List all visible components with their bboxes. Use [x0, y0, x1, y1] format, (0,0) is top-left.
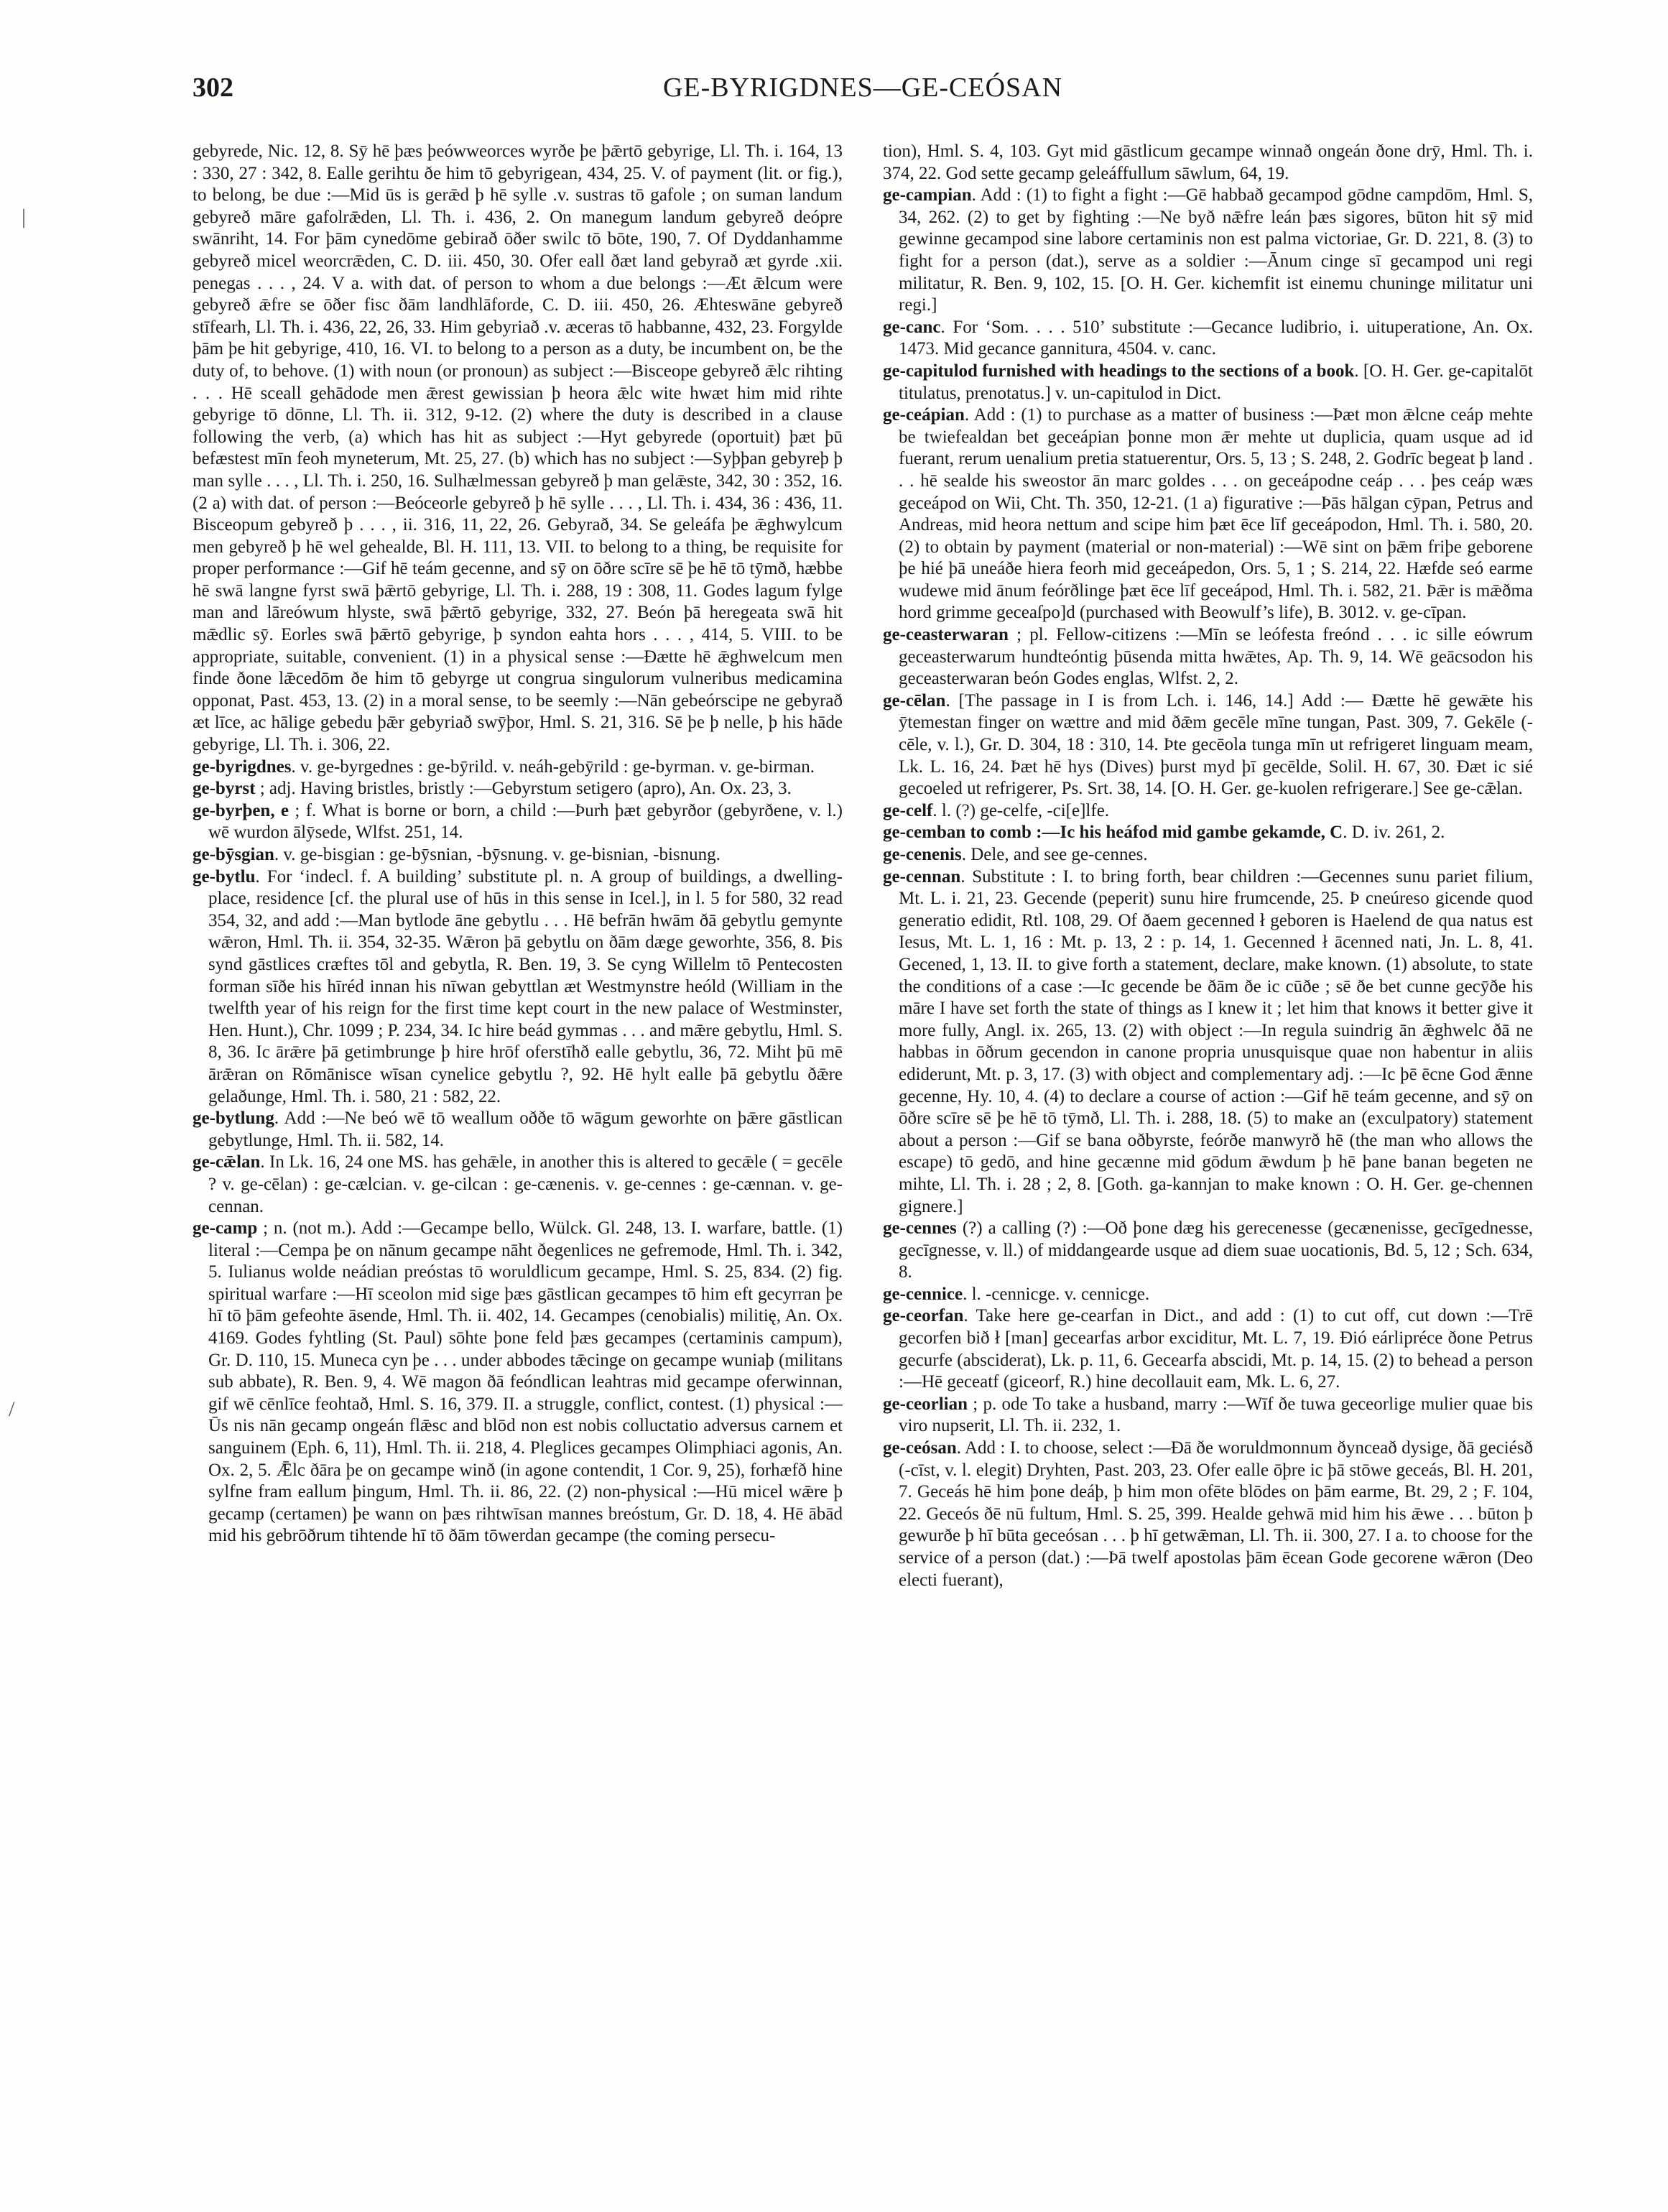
- entry-ge-capitulod: ge-capitulod furnished with headings to the sections of a book. [O. H. Ger. ge-capitalōt titulatus, prenotatus.] v. un-capitulod in Dict.: [883, 361, 1533, 403]
- entry-ge-cennes: ge-cennes (?) a calling (?) :—Oð þone dæg his gerecenesse (gecænenisse, gecīgednesse, gecīgnesse, v. ll.) of middangearde usque ad diem suae uocationis, Bd. 5, 12 ; Sch. 634, 8.: [883, 1218, 1533, 1282]
- right-column: [883, 141, 1533, 2167]
- headword: ge-capitulod furnished with headings to the sections of a book: [883, 361, 1355, 381]
- page-header: [193, 72, 1533, 115]
- margin-mark-slash: /: [9, 1397, 15, 1421]
- entry-ge-camp: ge-camp ; n. (not m.). Add :—Gecampe bello, Wülck. Gl. 248, 13. I. warfare, battle. (1) literal :—Cempa þe on nānum gecampe nāht ðegenlices ne gefremode, Hml. Th. i. 342, 5. Iulianus wolde neádian preóstas tō woruldlicum gecampe, Hml. S. 25, 834. (2) fig. spiritual warfare :—Hī sceolon mid sige þæs gāstlican gecampes tō him eft gecyrran þe hī tō þām gefeohte āsende, Hml. Th. ii. 402, 14. Gecampes (cenobialis) militię, An. Ox. 4169. Godes fyhtling (St. Paul) sōhte þone feld þæs gecampes (certaminis campum), Gr. D. 110, 15. Muneca cyn þe . . . under abbodes tǣcinge on gecampe wuniaþ (militans sub abbate), R. Ben. 9, 4. Wē magon ðā feóndlican leahtras mid gecampe oferwinnan, gif wē cēnlīce feohtað, Hml. S. 16, 379. II. a struggle, conflict, contest. (1) physical :—Ūs nis nān gecamp ongeán flǣsc and blōd non est nobis colluctatio adversus carnem et sanguinem (Eph. 6, 11), Hml. Th. ii. 218, 4. Pleglices gecampes Olimphiaci agonis, An. Ox. 2, 5. Ǣlc ðāra þe on gecampe winð (in agone contendit, 1 Cor. 9, 25), forhæfð hine sylfne fram eallum þingum, Hml. Th. ii. 86, 22. (2) non-physical :—Hū micel wǣre þ gecamp (certamen) þe wann on þæs rihtwīsan mannes breóstum, Gr. D. 18, 4. Hē ābād mid his gebrōðrum tihtende hī tō ðām tōwerdan gecampe (the coming persecu-: [193, 1218, 843, 1546]
- headword: ge-campian: [883, 185, 972, 205]
- margin-mark-bar: |: [22, 205, 27, 228]
- entry-ge-byrst: ge-byrst ; adj. Having bristles, bristly :—Gebyrstum setigero (apro), An. Ox. 23, 3.: [193, 779, 792, 799]
- headword: ge-celf: [883, 800, 933, 820]
- entry-ge-bysgian: ge-bȳsgian. v. ge-bisgian : ge-bȳsnian, -bȳsnung. v. ge-bisnian, -bisnung.: [193, 845, 721, 864]
- headword: ge-cennan: [883, 866, 961, 887]
- entry-continuation: tion), Hml. S. 4, 103. Gyt mid gāstlicum gecampe winnað ongeán ðone drȳ, Hml. Th. i. 374, 22. God sette gecamp geleáffullum sāwlum, 64, 19.: [883, 142, 1533, 183]
- entry-ge-bytlung: ge-bytlung. Add :—Ne beó wē tō weallum oððe tō wāgum geworhte on þǣre gāstlican gebytlunge, Hml. Th. ii. 582, 14.: [193, 1109, 843, 1150]
- headword: ge-camp: [193, 1218, 264, 1239]
- headword: ge-cemban to comb :—Ic his heáfod mid gambe gekamde, C: [883, 823, 1343, 843]
- headword: ge-ceápian: [883, 405, 965, 425]
- left-column: [193, 141, 843, 2167]
- running-head: GE-BYRIGDNES—GE-CEÓSAN: [662, 73, 1063, 103]
- entry-ge-cennice: ge-cennice. l. -cennicge. v. cennicge.: [883, 1284, 1150, 1304]
- entry-ge-celf: ge-celf. l. (?) ge-celfe, -ci[e]lfe.: [883, 800, 1110, 820]
- headword: ge-bȳsgian: [193, 845, 274, 864]
- entry-ge-cennan: ge-cennan. Substitute : I. to bring forth, bear children :—Gecennes sunu pariet filium, Mt. L. i. 21, 23. Gecende (peperit) sunu hire frumcende, 25. Þ cneúreso gicende quod generatio edidit, Rtl. 108, 29. Of ðaem gecenned ł geboren is Haelend de qua natus est Iesus, Mt. L. 1, 16 : Mt. p. 13, 2 : p. 14, 1. Gecenned ł ācenned nati, Jn. L. 8, 41. Gecened, 1, 13. II. to give forth a statement, declare, make known. (1) absolute, to state the conditions of a case :—Ic gecende be ðām ðe ic cūðe ; sē ðe bet cunne gecȳðe his māre I have set forth the state of things as I knew it ; let him that knows it better give it more fully, Angl. ix. 265, 13. (2) with object :—In regula suindrig ān ǣghwelc ðā ne habbas in ōðrum gecendon in canone propria unusquisque quae non habentur in aliis ediderunt, Mt. p. 3, 17. (3) with object and complementary adj. :—Ic þē ēcne God ǣnne gecenne, Hy. 10, 4. (4) to declare a course of action :—Gif hē teám gecenne, and sȳ on ōðre scīre sē þe hē tō tȳmð, Ll. Th. i. 288, 18. (5) to make an (exculpatory) statement about a person :—Gif se bana oðbyrste, feórðe manwyrð hē (the man who allows the escape) tō gedō, and hine gecænne mid gōdum ǣwdum þ hē þane banan begeten ne mihte, Ll. Th. i. 28 ; 2, 8. [Goth. ga-kannjan to make known : O. H. Ger. ge-chennen gignere.]: [883, 866, 1533, 1216]
- headword: ge-byrþen, e: [193, 800, 295, 820]
- entry-ge-ceapian: ge-ceápian. Add : (1) to purchase as a matter of business :—Þæt mon ǣlcne ceáp mehte be twiefealdan bet geceápian þonne mon ǣr mehte ut duplicia, quam usque ad id fuerant, rerum uenalium pretia statuerentur, Ors. 5, 13 ; S. 248, 2. Godrīc begeat þ land . . . hē sealde his sweostor ān marc goldes . . . on geceápodne ceáp . . . þes ceáp wæs geceápod on Wii, Cht. Th. 350, 12-21. (1 a) figurative :—Þās hālgan cȳpan, Petrus and Andreas, mid heora nettum and scipe him þæt ēce līf geceápodon, Hml. Th. i. 580, 20. (2) to obtain by payment (material or non-material) :—Wē sint on þǣm friþe geborene þe hié þā uneáðe hiera feorh mid geceápedon, Ors. 5, 1 ; S. 214, 22. Hæfde seó earme wudewe mid ānum feórðlinge þæt ēce līf geceápod, Hml. Th. i. 582, 21. Þǣr is mǣðma hord grimme geceaſpo]d (purchased with Beowulf’s life), B. 3012. v. ge-cīpan.: [883, 405, 1533, 623]
- headword: ge-cǣlan: [193, 1152, 261, 1172]
- headword: ge-ceasterwaran: [883, 625, 1017, 645]
- headword: ge-ceorlian: [883, 1394, 973, 1414]
- entry-ge-ceosan: ge-ceósan. Add : I. to choose, select :—Ðā ðe woruldmonnum ðynceað dysige, ðā geciésð (-cīst, v. l. elegit) Dryhten, Past. 203, 23. Ofer ealle ōþre ic þā stōwe geceás, Bl. H. 201, 7. Geceás hē him þone deáþ, þ him mon ofēte blōdes on þām earme, Bt. 29, 2 ; F. 104, 22. Geceós ðē nū fultum, Hml. S. 25, 399. Healde gehwā mid him his ǣwe . . . būton þ gewurðe þ hī būta geceósan . . . þ hī getwǣman, Ll. Th. ii. 300, 27. I a. to choose for the service of a person (dat.) :—Þā twelf apostolas þām ēcean Gode gecorene wǣron (Deo electi fuerant),: [883, 1438, 1533, 1590]
- headword: ge-byrigdnes: [193, 756, 292, 777]
- headword: ge-byrst: [193, 779, 260, 799]
- headword: ge-canc: [883, 317, 941, 337]
- headword: ge-cennice: [883, 1284, 963, 1304]
- headword: ge-cēlan: [883, 690, 946, 711]
- headword: ge-cennes: [883, 1218, 963, 1239]
- entry-ge-bytlu: ge-bytlu. For ‘indecl. f. A building’ substitute pl. n. A group of buildings, a dwelling-place, residence [cf. the plural use of hūs in this sense in Icel.], in l. 5 for 580, 32 read 354, 32, and add :—Man bytlode āne gebytlu . . . Hē befrān hwām ðā gebytlu gemynte wǣron, Hml. Th. ii. 354, 32-35. Wǣron þā gebytlu on ðām dæge geworhte, 356, 8. Þis synd gāstlices cræftes tōl and gebytla, R. Ben. 19, 3. Se cyng Willelm tō Pentecosten forman sīðe his hīréd innan his nīwan gebyttlan æt Westmynstre heóld (William in the twelfth year of his reign for the first time kept court in the new palace of Westminster, Hen. Hunt.), Chr. 1099 ; P. 234, 34. Ic hire beád gymmas . . . and mǣre gebytlu, Hml. S. 8, 36. Ic ārǣre þā getimbrunge þ hire hrōf oferstīhð ealle gebytlu, 36, 72. Miht þū mē ārǣran on Rōmānisce wīsan cynelice gebytlu ?, 92. Hē hylt ealle þā gebytlu ðǣre gelaðunge, Hml. Th. i. 580, 21 : 582, 22.: [193, 866, 843, 1106]
- entry-ge-byrthen: ge-byrþen, e ; f. What is borne or born, a child :—Þurh þæt gebyrðor (gebyrðene, v. l.) wē wurdon ālȳsede, Wlfst. 251, 14.: [193, 800, 843, 843]
- entry-ge-cenenis: ge-cenenis. Dele, and see ge-cennes.: [883, 845, 1148, 864]
- entry-ge-celan: ge-cēlan. [The passage in I is from Lch. i. 146, 14.] Add :— Ðætte hē gewǣte his ȳtemestan finger on wættre and mid ðǣm gecēle mīne tungan, Past. 309, 7. Gekēle (-cēle, v. l.), Gr. D. 304, 18 : 310, 14. Þte gecēola tunga mīn ut refrigeret linguam meam, Lk. L. 16, 24. Þæt hē hys (Dives) þurst myd þī gecēlde, Solil. H. 67, 30. Ðæt ic sié gecoeled ut refrigerer, Ps. Srt. 38, 14. [O. H. Ger. ge-kuolen refrigerare.] See ge-cǣlan.: [883, 690, 1533, 799]
- headword: ge-bytlung: [193, 1109, 274, 1129]
- headword: ge-cenenis: [883, 845, 962, 864]
- entry-ge-ceorfan: ge-ceorfan. Take here ge-cearfan in Dict., and add : (1) to cut off, cut down :—Trē gecorfen bið ł [man] gecearfas arbor exciditur, Mt. L. 7, 19. Ðió eárlipréce ðone Petrus gecurfe (absciderat), Lk. p. 11, 6. Gecearfa abscidi, Mt. p. 14, 15. (2) to behead a person :—Hē geceatf (giceorf, R.) hine decollauit eam, Mk. L. 6, 27.: [883, 1306, 1533, 1392]
- entry-ge-caelan: ge-cǣlan. In Lk. 16, 24 one MS. has gehǣle, in another this is altered to gecǣle ( = gecēle ? v. ge-cēlan) : ge-cælcian. v. ge-cilcan : ge-cænenis. v. ge-cennes : ge-cænnan. v. ge-cennan.: [193, 1152, 843, 1216]
- page-number: 302: [193, 73, 233, 103]
- entry-continuation: gebyrede, Nic. 12, 8. Sȳ hē þæs þeówweorces wyrðe þe þǣrtō gebyrige, Ll. Th. i. 164, 13 : 330, 27 : 342, 8. Ealle gerihtu ðe him tō gebyrigean, 434, 25. V. of payment (lit. or fig.), to belong, be due :—Mid ūs is gerǣd þ hē sylle .v. sustras tō gafole ; on suman landum gebyreð māre gafolrǣden, Ll. Th. i. 436, 2. On manegum landum gebyreð deópre swānriht, 14. For þām cynedōme gebirað ōðer swilc tō bōte, 190, 7. Of Dyddanhamme gebyreð micel weorcrǣden, C. D. iii. 450, 30. Ofer eall ðæt land gebyrað æt gyrde .xii. penegas . . . , 24. V a. with dat. of person to whom a due belongs :—Æt ǣlcum were gebyreð ǣfre se ōðer fisc ðām landhlāforde, C. D. iii. 450, 26. Æhteswāne gebyreð stīfearh, Ll. Th. i. 436, 22, 26, 33. Him gebyriað .v. æceras tō habbanne, 432, 23. Forgylde þām þe hit gebyrige, 410, 16. VI. to belong to a person as a duty, be incumbent on, be the duty of, to behove. (1) with noun (or pronoun) as subject :—Bisceope gebyreð ǣlc rihting . . . Hē sceall gehādode men ǣrest gewissian þ heora ǣlc wite hwæt him mid rihte gebyrige tō dōnne, Ll. Th. ii. 312, 9-12. (2) where the duty is described in a clause following the verb, (a) which has hit as subject :—Hyt gebyrede (oportuit) þæt þū befæstest mīn feoh myneterum, Mt. 25, 27. (b) which has no subject :—Syþþan gebyreþ þ man sylle . . . , Ll. Th. i. 250, 16. Sulhælmessan gebyreð þ man gelǣste, 342, 30 : 352, 16. (2 a) with dat. of person :—Beóceorle gebyreð þ hē sylle . . . , Ll. Th. i. 434, 36 : 436, 11. Bisceopum gebyreð þ . . . , ii. 316, 11, 22, 26. Gebyrað, 34. Se geleáfa þe ǣghwylcum men gebyreð þ hē wel gehealde, Bl. H. 111, 13. VII. to belong to a thing, be requisite for proper performance :—Gif hē teám gecenne, and sȳ on ōðre scīre sē þe hē tō tȳmð, hæbbe hē swā langne fyrst swā þǣrtō gebyrige, Ll. Th. i. 288, 19 : 308, 11. Godes lagum fylge man and lāreówum hlyste, swā þǣrtō gebyrige, 332, 27. Beón þā heregeata swā hit mǣdlic sȳ. Eorles swā þǣrtō gebyrige, þ syndon eahta hors . . . , 414, 5. VIII. to be appropriate, suitable, convenient. (1) in a physical sense :—Ðætte hē ǣghwelcum men finde ðone lǣcedōm ðe him tō gebyrge ut congrua singulorum vulneribus medicamina opponat, Past. 453, 13. (2) in a moral sense, to be seemly :—Nān gebeórscipe ne gebyrað æt līce, ac hālige gebedu þǣr gebyriað swȳþor, Hml. S. 21, 316. Sē þe þ nelle, þ his hāde gebyrige, Ll. Th. i. 306, 22.: [193, 142, 843, 755]
- entry-ge-canc: ge-canc. For ‘Som. . . . 510’ substitute :—Gecance ludibrio, i. uituperatione, An. Ox. 1473. Mid gecance gannitura, 4504. v. canc.: [883, 317, 1533, 359]
- headword: ge-bytlu: [193, 866, 256, 887]
- entry-ge-byrigdnes: ge-byrigdnes. v. ge-byrgednes : ge-bȳrild. v. neáh-gebȳrild : ge-byrman. v. ge-birman.: [193, 756, 815, 777]
- entry-ge-campian: ge-campian. Add : (1) to fight a fight :—Gē habbað gecampod gōdne campdōm, Hml. S, 34, 262. (2) to get by fighting :—Ne byð nǣfre leán þæs sigores, būton hit sȳ mid gewinne gecampod sine labore certaminis non est palma victoriae, Gr. D. 221, 8. (3) to fight for a person (dat.), serve as a soldier :—Ānum cinge sī gecampod uni regi militatur, R. Ben. 9, 102, 15. [O. H. Ger. kichemfit ist einemu chuninge militatur uni regi.]: [883, 185, 1533, 315]
- headword: ge-ceorfan: [883, 1306, 964, 1326]
- entry-ge-ceorlian: ge-ceorlian ; p. ode To take a husband, marry :—Wīf ðe tuwa geceorlige mulier quae bis viro nupserit, Ll. Th. ii. 232, 1.: [883, 1394, 1533, 1436]
- entry-ge-cemban: ge-cemban to comb :—Ic his heáfod mid gambe gekamde, C. D. iv. 261, 2.: [883, 823, 1445, 843]
- entry-ge-ceasterwaran: ge-ceasterwaran ; pl. Fellow-citizens :—Mīn se leófesta freónd . . . ic sille eówrum geceasterwarum hundteóntig þūsenda mitta hwǣtes, Ap. Th. 9, 14. Wē geācsodon his geceasterwaran beón Godes englas, Wlfst. 2, 2.: [883, 625, 1533, 689]
- headword: ge-ceósan: [883, 1438, 957, 1458]
